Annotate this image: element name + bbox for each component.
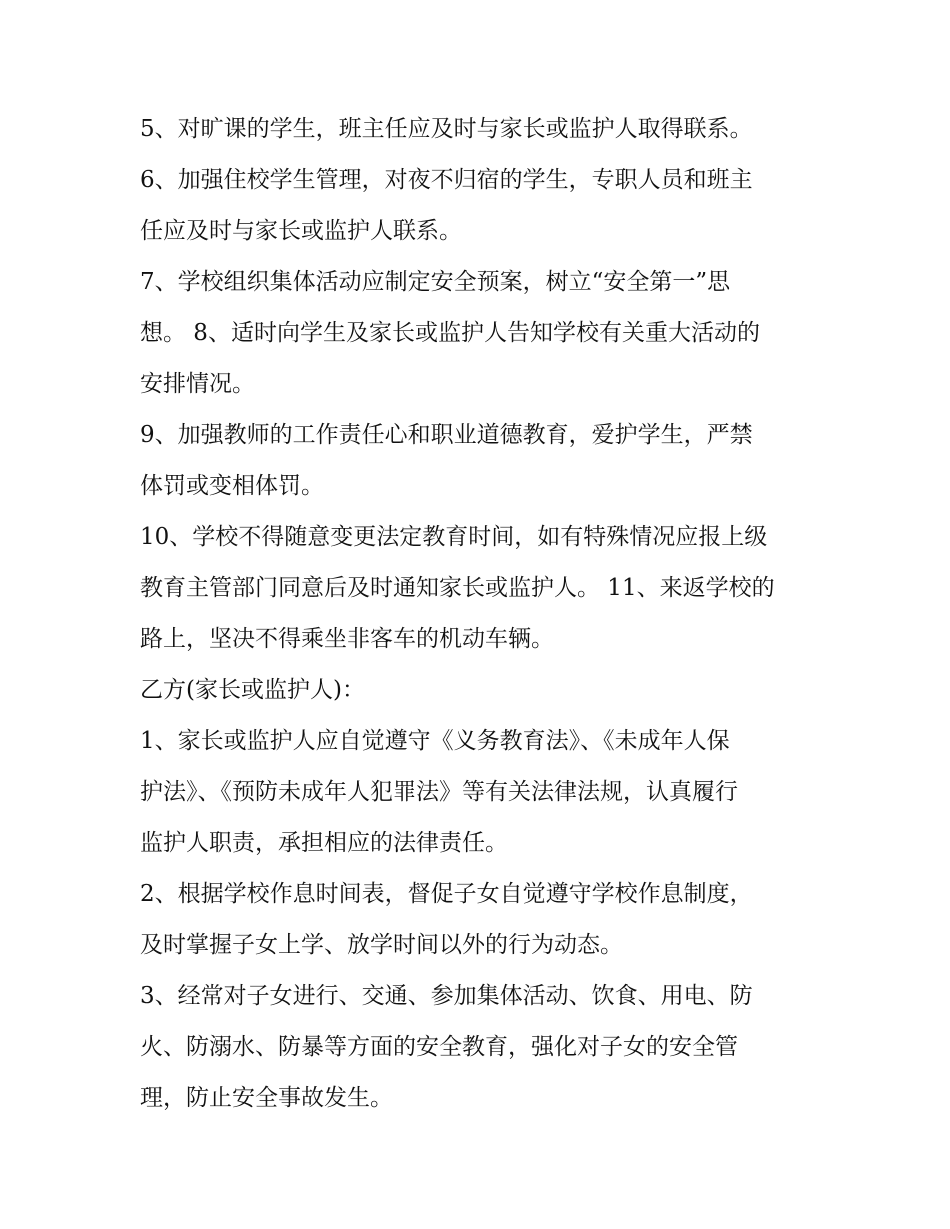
section-heading: 乙方(家长或监护人)： [140,677,365,703]
text-line: 及时掌握子女上学、放学时间以外的行为动态。 [140,932,623,958]
text-line: 7、学校组织集体活动应制定安全预案，树立“安全第一”思 [140,269,731,295]
text-line: 3、经常对子女进行、交通、参加集体活动、饮食、用电、防 [140,983,753,1009]
text-line: 教育主管部门同意后及时通知家长或监护人。 11、来返学校的 [140,575,775,601]
text-line: 9、加强教师的工作责任心和职业道德教育，爱护学生，严禁 [140,422,753,448]
text-line: 体罚或变相体罚。 [140,473,324,499]
text-line: 5、对旷课的学生，班主任应及时与家长或监护人取得联系。 [140,116,753,142]
text-line: 火、防溺水、防暴等方面的安全教育，强化对子女的安全管 [140,1034,738,1060]
text-line: 护法》、《预防未成年人犯罪法》等有关法律法规，认真履行 [140,779,738,805]
text-line: 路上，坚决不得乘坐非客车的机动车辆。 [140,626,554,652]
text-line: 1、家长或监护人应自觉遵守《义务教育法》、《未成年人保 [140,728,730,754]
text-line: 监护人职责，承担相应的法律责任。 [140,830,508,856]
text-line: 想。 8、适时向学生及家长或监护人告知学校有关重大活动的 [140,320,760,346]
document-body [140,104,830,1124]
text-line: 理，防止安全事故发生。 [140,1085,393,1111]
text-line: 2、根据学校作息时间表，督促子女自觉遵守学校作息制度， [140,881,753,907]
text-line: 任应及时与家长或监护人联系。 [140,218,462,244]
text-line: 10、学校不得随意变更法定教育时间，如有特殊情况应报上级 [140,524,768,550]
text-line: 6、加强住校学生管理，对夜不归宿的学生，专职人员和班主 [140,167,753,193]
text-line: 安排情况。 [140,371,255,397]
